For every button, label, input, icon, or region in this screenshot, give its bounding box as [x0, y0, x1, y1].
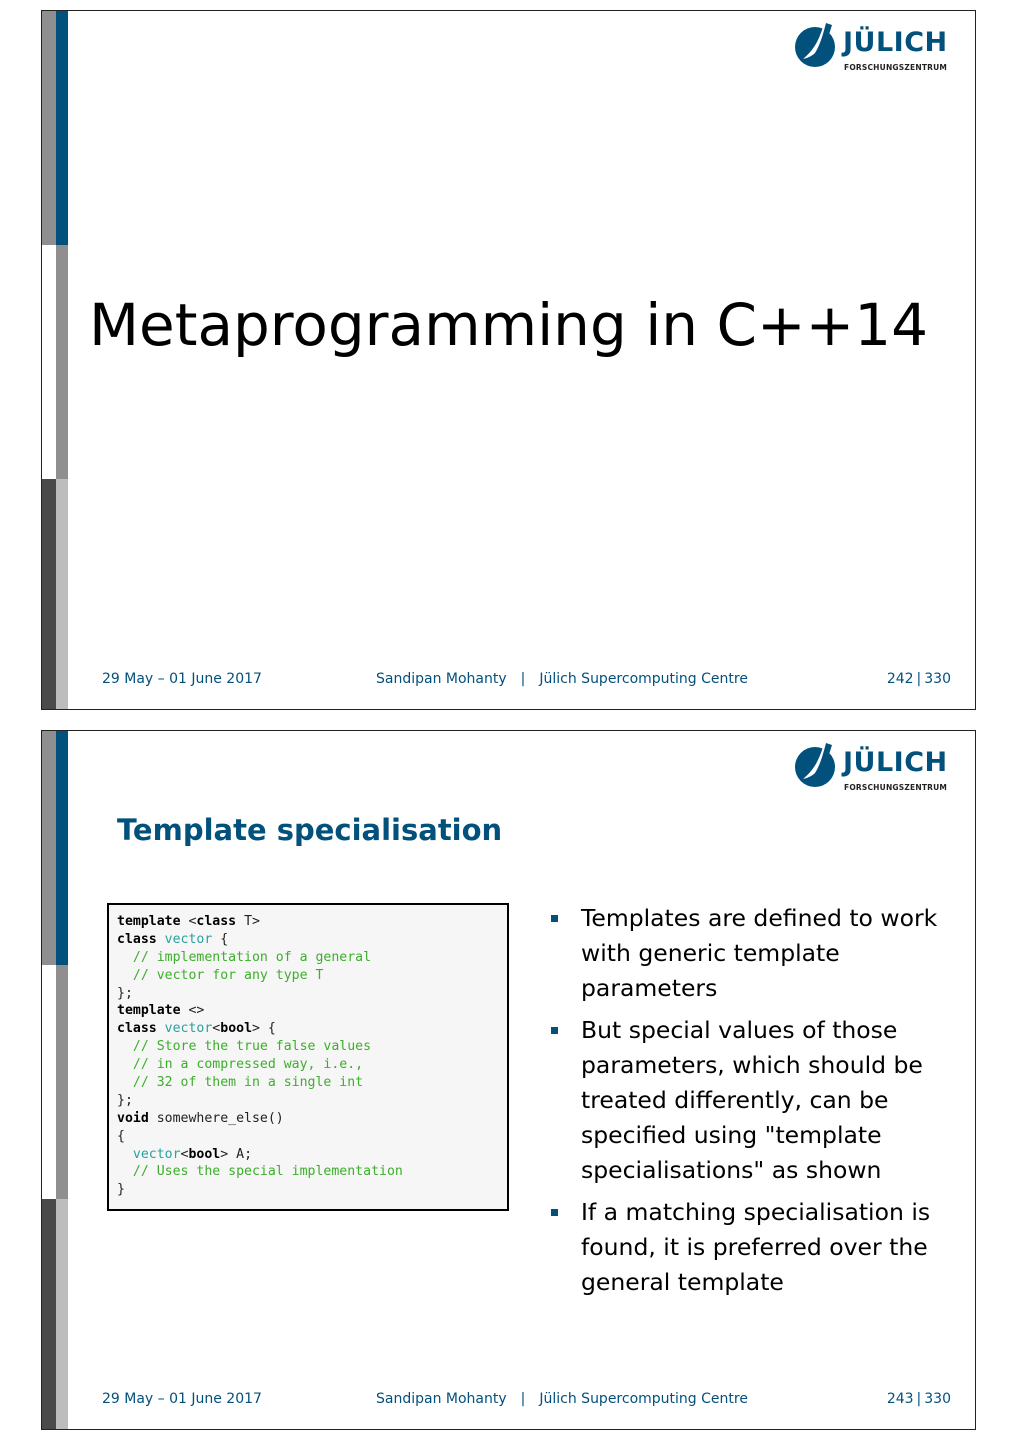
bullet-list	[547, 901, 957, 1307]
title-slide	[41, 10, 976, 710]
code-line	[117, 1056, 507, 1074]
code-token: void	[117, 1110, 149, 1126]
code-line	[117, 1128, 507, 1146]
code-token: <	[180, 1146, 189, 1162]
code-token: bool	[220, 1021, 253, 1037]
bullet-item: But special values of those parameters, which should be treated differently, can be specified using "template specialisations" as shown	[547, 1013, 957, 1188]
content-slide	[41, 730, 976, 1430]
bullet-marker-icon	[551, 1027, 558, 1034]
footer-separator: |	[520, 671, 526, 687]
footer-center	[376, 671, 748, 687]
logo-subtitle: FORSCHUNGSZENTRUM	[844, 783, 948, 792]
code-token: }	[117, 1182, 125, 1198]
footer-date: 29 May – 01 June 2017	[102, 1391, 262, 1407]
code-token: somewhere_else()	[148, 1110, 284, 1126]
bullet-item: Templates are defined to work with generic template parameters	[547, 901, 957, 1006]
code-token: {	[117, 1128, 125, 1144]
code-line	[117, 985, 507, 1003]
code-line	[117, 1002, 507, 1020]
code-line	[117, 1092, 507, 1110]
code-token: <	[212, 1021, 221, 1037]
code-line	[117, 913, 507, 931]
logo-subtitle: FORSCHUNGSZENTRUM	[844, 63, 948, 72]
footer-institution: Jülich Supercomputing Centre	[539, 671, 748, 687]
code-token: <	[180, 914, 197, 929]
julich-logo-icon	[793, 743, 839, 789]
footer-institution: Jülich Supercomputing Centre	[539, 1391, 748, 1407]
code-token: // 32 of them in a single int	[117, 1075, 364, 1091]
slide-footer	[102, 1391, 951, 1411]
footer-date: 29 May – 01 June 2017	[102, 671, 262, 687]
total-pages: 330	[924, 671, 951, 687]
slide-footer	[102, 671, 951, 691]
julich-logo-icon	[793, 23, 839, 69]
code-line	[117, 1074, 507, 1092]
code-token: // Uses the special implementation	[117, 1164, 403, 1180]
code-token: {	[212, 931, 229, 947]
code-token: class	[196, 914, 237, 929]
slide-sidebar	[42, 731, 68, 1429]
slide-sidebar	[42, 11, 68, 709]
bullet-item: If a matching specialisation is found, it is preferred over the general template	[547, 1195, 957, 1300]
code-token: T>	[236, 914, 260, 929]
code-token: class	[117, 1021, 157, 1037]
code-token	[157, 1021, 165, 1036]
code-line	[117, 1181, 507, 1199]
footer-page-number	[887, 671, 951, 687]
code-token: };	[117, 985, 133, 1001]
code-token: template	[117, 1003, 181, 1019]
code-token	[117, 1147, 133, 1162]
julich-logo	[793, 743, 953, 795]
code-token: vector	[132, 1146, 181, 1162]
page-separator: |	[916, 1391, 922, 1407]
code-token: // vector for any type T	[117, 967, 324, 983]
code-token: // implementation of a general	[117, 949, 372, 965]
code-line	[117, 1146, 507, 1164]
code-token: };	[117, 1092, 133, 1108]
code-line	[117, 931, 507, 949]
julich-logo	[793, 23, 953, 75]
code-token	[157, 932, 165, 947]
footer-page-number	[887, 1391, 951, 1407]
code-token: vector	[164, 1021, 213, 1037]
code-token: vector	[164, 931, 213, 947]
code-token: // in a compressed way, i.e.,	[117, 1057, 364, 1073]
current-page: 243	[886, 1391, 914, 1407]
code-line	[117, 949, 507, 967]
logo-wordmark: JÜLICH	[843, 27, 948, 58]
bullet-marker-icon	[551, 915, 558, 922]
code-line	[117, 967, 507, 985]
code-line	[117, 1020, 507, 1038]
logo-wordmark: JÜLICH	[843, 747, 948, 778]
footer-author: Sandipan Mohanty	[376, 1391, 507, 1407]
code-line	[117, 1038, 507, 1056]
bullet-marker-icon	[551, 1209, 558, 1216]
footer-center	[376, 1391, 748, 1407]
code-token: // Store the true false values	[117, 1039, 372, 1055]
code-token: bool	[188, 1146, 221, 1162]
code-token: > {	[252, 1021, 276, 1037]
code-token: template	[117, 914, 181, 929]
code-token: > A;	[220, 1146, 253, 1162]
footer-author: Sandipan Mohanty	[376, 671, 507, 687]
frame-title: Template specialisation	[117, 813, 503, 847]
code-token: class	[117, 931, 157, 947]
slide-title: Metaprogramming in C++14	[88, 291, 929, 359]
total-pages: 330	[924, 1391, 951, 1407]
code-line	[117, 1163, 507, 1181]
footer-separator: |	[520, 1391, 526, 1407]
code-token: <>	[180, 1003, 205, 1019]
code-block	[107, 903, 509, 1211]
page-separator: |	[916, 671, 922, 687]
code-line	[117, 1110, 507, 1128]
current-page: 242	[886, 671, 914, 687]
